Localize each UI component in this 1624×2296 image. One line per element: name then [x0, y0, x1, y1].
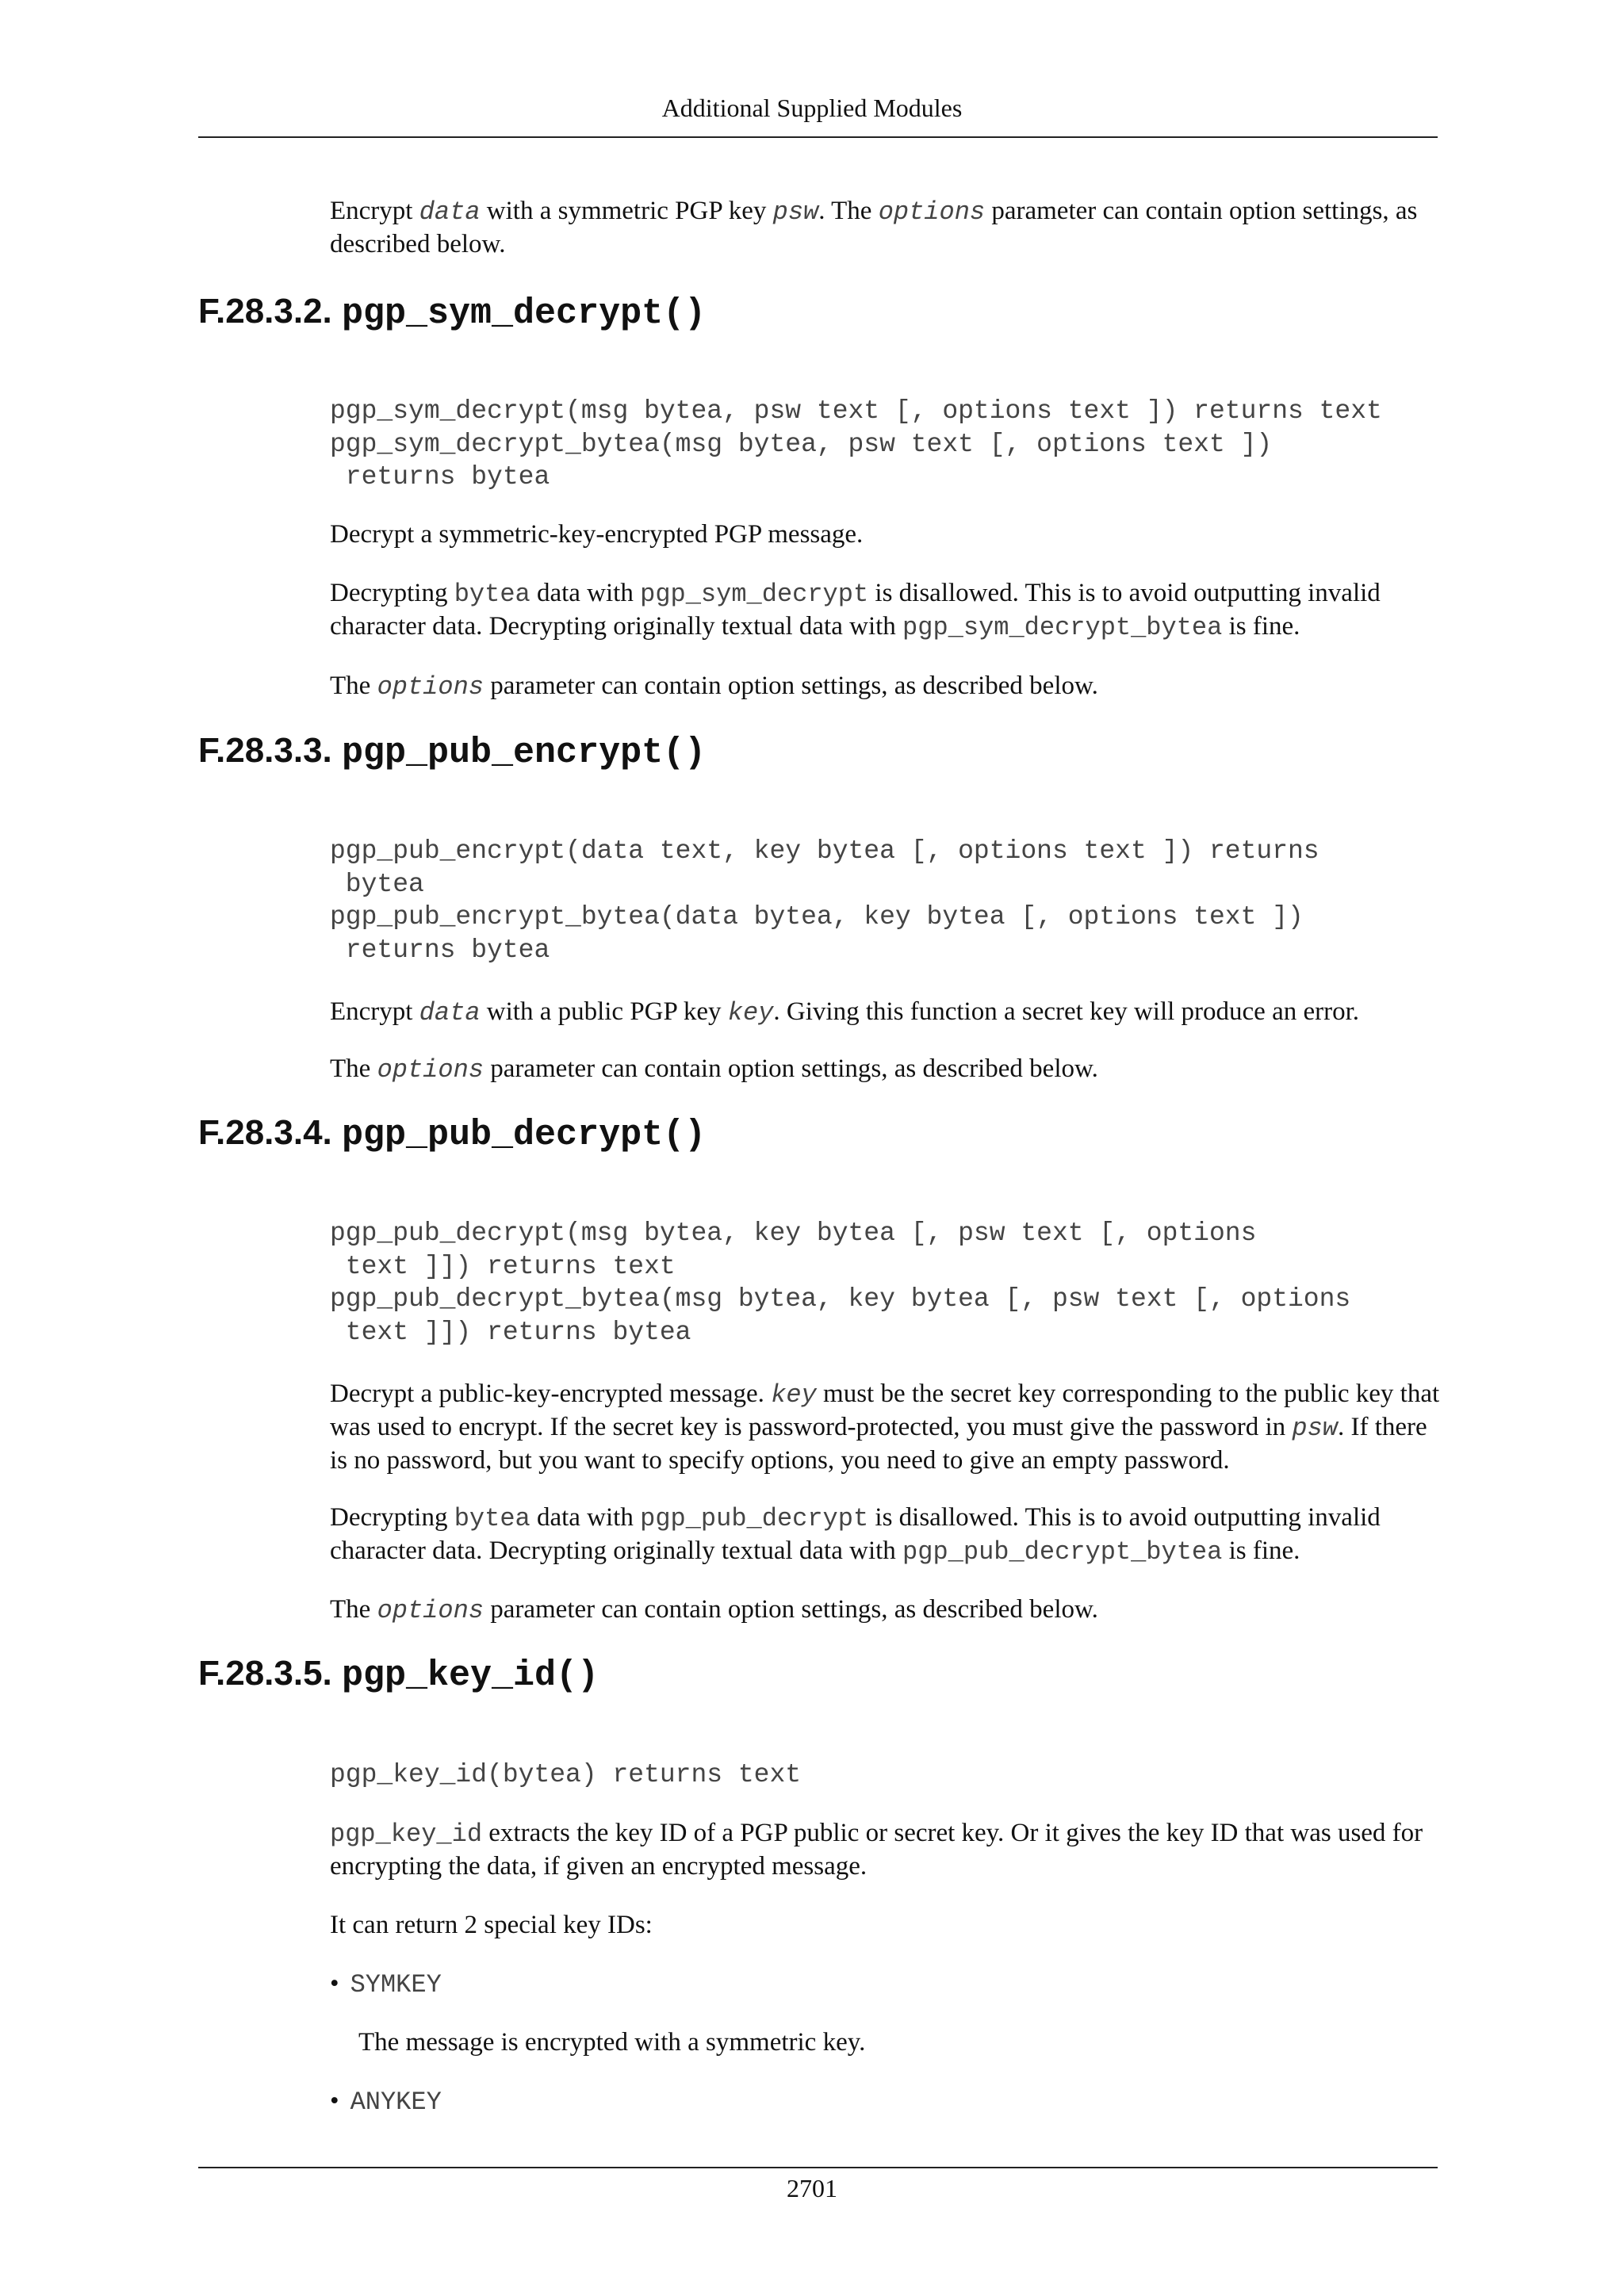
- synopsis-pgp-pub-decrypt: pgp_pub_decrypt(msg bytea, key bytea [, psw text [, options text ]]) returns text pgp_pub_decrypt_bytea(msg bytea, key bytea [, psw text [, options text ]]) returns bytea: [330, 1219, 1351, 1347]
- running-header: Additional Supplied Modules: [661, 94, 963, 122]
- header-rule: [198, 136, 1438, 138]
- list-item-description: The message is encrypted with a symmetric key.: [358, 2028, 866, 2057]
- list-item: • SYMKEY: [330, 1969, 442, 1999]
- paragraph: Encrypt data with a public PGP key key. Giving this function a secret key will produce an error.: [330, 997, 1360, 1027]
- intro-paragraph: Encrypt data with a symmetric PGP key psw. The options parameter can contain option settings, as described below.: [330, 197, 1418, 258]
- footer-rule: [198, 2167, 1438, 2168]
- page-number: 2701: [787, 2174, 837, 2202]
- paragraph: Decrypting bytea data with pgp_pub_decrypt is disallowed. This is to avoid outputting invalid character data. Decrypting originally textual data with pgp_pub_decrypt_bytea is fine.: [330, 1503, 1381, 1567]
- paragraph: The options parameter can contain option settings, as described below.: [330, 1054, 1098, 1085]
- synopsis-pgp-sym-decrypt: pgp_sym_decrypt(msg bytea, psw text [, options text ]) returns text pgp_sym_decrypt_bytea(msg bytea, psw text [, options text ]) returns bytea: [330, 396, 1382, 492]
- paragraph: Decrypt a public-key-encrypted message. key must be the secret key corresponding to the public key that was used to encrypt. If the secret key is password-protected, you must give the password in psw. If there is no password, but you want to specify options, you need to give an empty password.: [330, 1380, 1440, 1475]
- paragraph: Decrypting bytea data with pgp_sym_decrypt is disallowed. This is to avoid outputting invalid character data. Decrypting originally textual data with pgp_sym_decrypt_bytea is fine.: [330, 579, 1381, 642]
- synopsis-pgp-key-id: pgp_key_id(bytea) returns text: [330, 1760, 802, 1789]
- bullet-icon: •: [330, 2087, 339, 2115]
- section-heading-pgp-sym-decrypt: F.28.3.2. pgp_sym_decrypt(): [198, 292, 707, 334]
- paragraph: It can return 2 special key IDs:: [330, 1911, 653, 1939]
- section-heading-pgp-pub-encrypt: F.28.3.3. pgp_pub_encrypt(): [198, 731, 707, 773]
- paragraph: The options parameter can contain option settings, as described below.: [330, 1595, 1098, 1625]
- paragraph: Decrypt a symmetric-key-encrypted PGP message.: [330, 520, 864, 549]
- paragraph: The options parameter can contain option settings, as described below.: [330, 672, 1098, 702]
- synopsis-pgp-pub-encrypt: pgp_pub_encrypt(data text, key bytea [, options text ]) returns bytea pgp_pub_encrypt_bytea(data bytea, key bytea [, options text ]) returns bytea: [330, 836, 1320, 965]
- section-heading-pgp-pub-decrypt: F.28.3.4. pgp_pub_decrypt(): [198, 1113, 707, 1155]
- paragraph: pgp_key_id extracts the key ID of a PGP public or secret key. Or it gives the key ID that was used for encrypting the data, if given an encrypted message.: [330, 1819, 1423, 1881]
- section-heading-pgp-key-id: F.28.3.5. pgp_key_id(): [198, 1654, 599, 1696]
- list-item: • ANYKEY: [330, 2087, 442, 2117]
- bullet-icon: •: [330, 1969, 339, 1998]
